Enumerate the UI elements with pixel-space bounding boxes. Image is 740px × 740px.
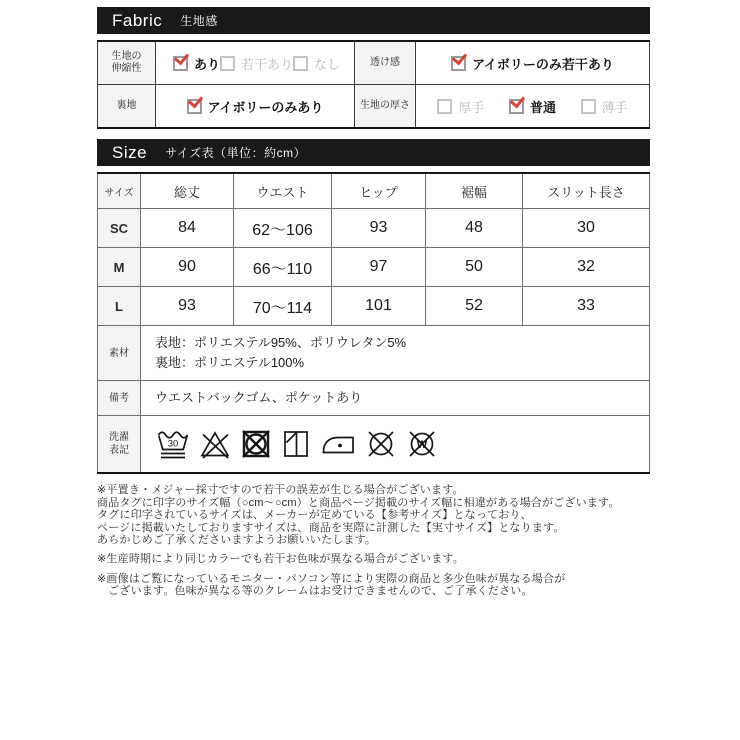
remarks-text: ウエストバックゴム、ポケットあり <box>141 381 650 416</box>
fabric-section-header <box>97 7 650 34</box>
material-line-lining: 裏地：ポリエステル100% <box>155 355 305 371</box>
stretch-options <box>157 54 353 73</box>
remarks-row <box>98 381 650 416</box>
lining-options <box>157 97 353 116</box>
sheerness-options <box>417 54 648 73</box>
size-row-sc: SC 84 62～106 93 48 30 <box>98 209 650 248</box>
size-label: L <box>98 287 141 326</box>
size-header-ja: サイズ表（単位：約cm） <box>165 146 307 160</box>
size-row-l: L 93 70～114 101 52 33 <box>98 287 650 326</box>
option-stretch-ari: あり <box>173 54 220 73</box>
checkbox-checked-icon <box>509 99 524 114</box>
checkbox-unchecked-icon <box>220 56 235 71</box>
material-line-outer: 表地：ポリエステル95%、ポリウレタン5% <box>155 335 407 350</box>
fabric-label-lining: 裏地 <box>98 85 156 129</box>
fabric-label-thickness: 生地の厚さ <box>355 85 416 129</box>
size-label: SC <box>98 209 141 248</box>
col-header-slit-length: スリット長さ <box>523 173 650 209</box>
fabric-label-stretch: 生地の 伸縮性 <box>98 41 156 85</box>
checkbox-unchecked-icon <box>581 99 596 114</box>
thickness-options <box>417 97 648 116</box>
care-label: 洗濯 表記 <box>98 416 141 474</box>
size-table-header-row <box>98 173 650 209</box>
fabric-spec-table <box>97 40 650 129</box>
footnotes <box>97 484 650 597</box>
option-thickness-usude: 薄手 <box>581 97 628 116</box>
checkbox-unchecked-icon <box>437 99 452 114</box>
svg-text:30: 30 <box>167 438 179 450</box>
no-bleach-icon <box>198 428 232 460</box>
no-tumble-dry-icon <box>239 428 273 460</box>
remarks-label: 備考 <box>98 381 141 416</box>
option-sheer-ivory: アイボリーのみ若干あり <box>451 54 614 73</box>
wash-30-very-gentle-icon <box>155 428 191 460</box>
col-header-size: サイズ <box>98 173 141 209</box>
no-wet-clean-icon <box>405 428 439 460</box>
line-dry-in-shade-icon <box>280 428 312 460</box>
size-section-header <box>97 139 650 166</box>
checkbox-unchecked-icon <box>293 56 308 71</box>
svg-text:W: W <box>416 439 428 452</box>
size-section <box>97 139 650 474</box>
col-header-length: 総丈 <box>141 173 234 209</box>
option-stretch-nashi: なし <box>293 54 340 73</box>
fabric-header-ja: 生地感 <box>180 14 218 28</box>
fabric-row-lining-thickness <box>98 85 650 129</box>
care-symbols <box>155 423 635 465</box>
checkbox-checked-icon <box>173 56 188 71</box>
material-row <box>98 326 650 381</box>
footnote-monitor-block: ※画像はご覧になっているモニター・パソコン等により実際の商品と多少色味が異なる場合が ございます。色味が異なる等のクレームはお受けできませんので、ご了承ください。 <box>97 572 566 598</box>
col-header-waist: ウエスト <box>234 173 332 209</box>
iron-low-heat-icon <box>319 428 357 460</box>
material-label: 素材 <box>98 326 141 381</box>
fabric-row-stretch-sheer <box>98 41 650 85</box>
care-row <box>98 416 650 474</box>
col-header-hip: ヒップ <box>332 173 426 209</box>
fabric-header-en: Fabric <box>112 10 163 30</box>
size-header-en: Size <box>112 142 148 162</box>
size-table <box>97 172 650 474</box>
no-dry-clean-icon <box>364 428 398 460</box>
footnote-color-lot-block: ※生産時期により同じカラーでも若干お色味が異なる場合がございます。 <box>97 553 464 566</box>
size-row-m: M 90 66～110 97 50 32 <box>98 248 650 287</box>
option-lining-ivory: アイボリーのみあり <box>187 97 324 116</box>
option-stretch-jakkan: 若干あり <box>220 54 293 73</box>
option-thickness-futsuu: 普通 <box>509 97 556 116</box>
col-header-hem-width: 裾幅 <box>426 173 523 209</box>
checkbox-checked-icon <box>187 99 202 114</box>
checkbox-checked-icon <box>451 56 466 71</box>
fabric-label-sheerness: 透け感 <box>355 41 416 85</box>
content-column <box>97 7 650 605</box>
option-thickness-atsude: 厚手 <box>437 97 484 116</box>
footnote-measurement-block: ※平置き・メジャー採寸ですので若干の誤差が生じる場合がございます。 商品タグに印字のサイズ幅（○cm～○cm）と商品ページ掲載のサイズ幅に相違がある場合がございます。 タグに印字されているサイズは、メーカーが定めている【参考サイズ】となっており、 ページに掲載いたしておりますサイズは、商品を実際に計測した【実寸サイズ】となります。 あらかじめご了承くださいますようお願いいたします。 <box>97 484 620 547</box>
size-label: M <box>98 248 141 287</box>
